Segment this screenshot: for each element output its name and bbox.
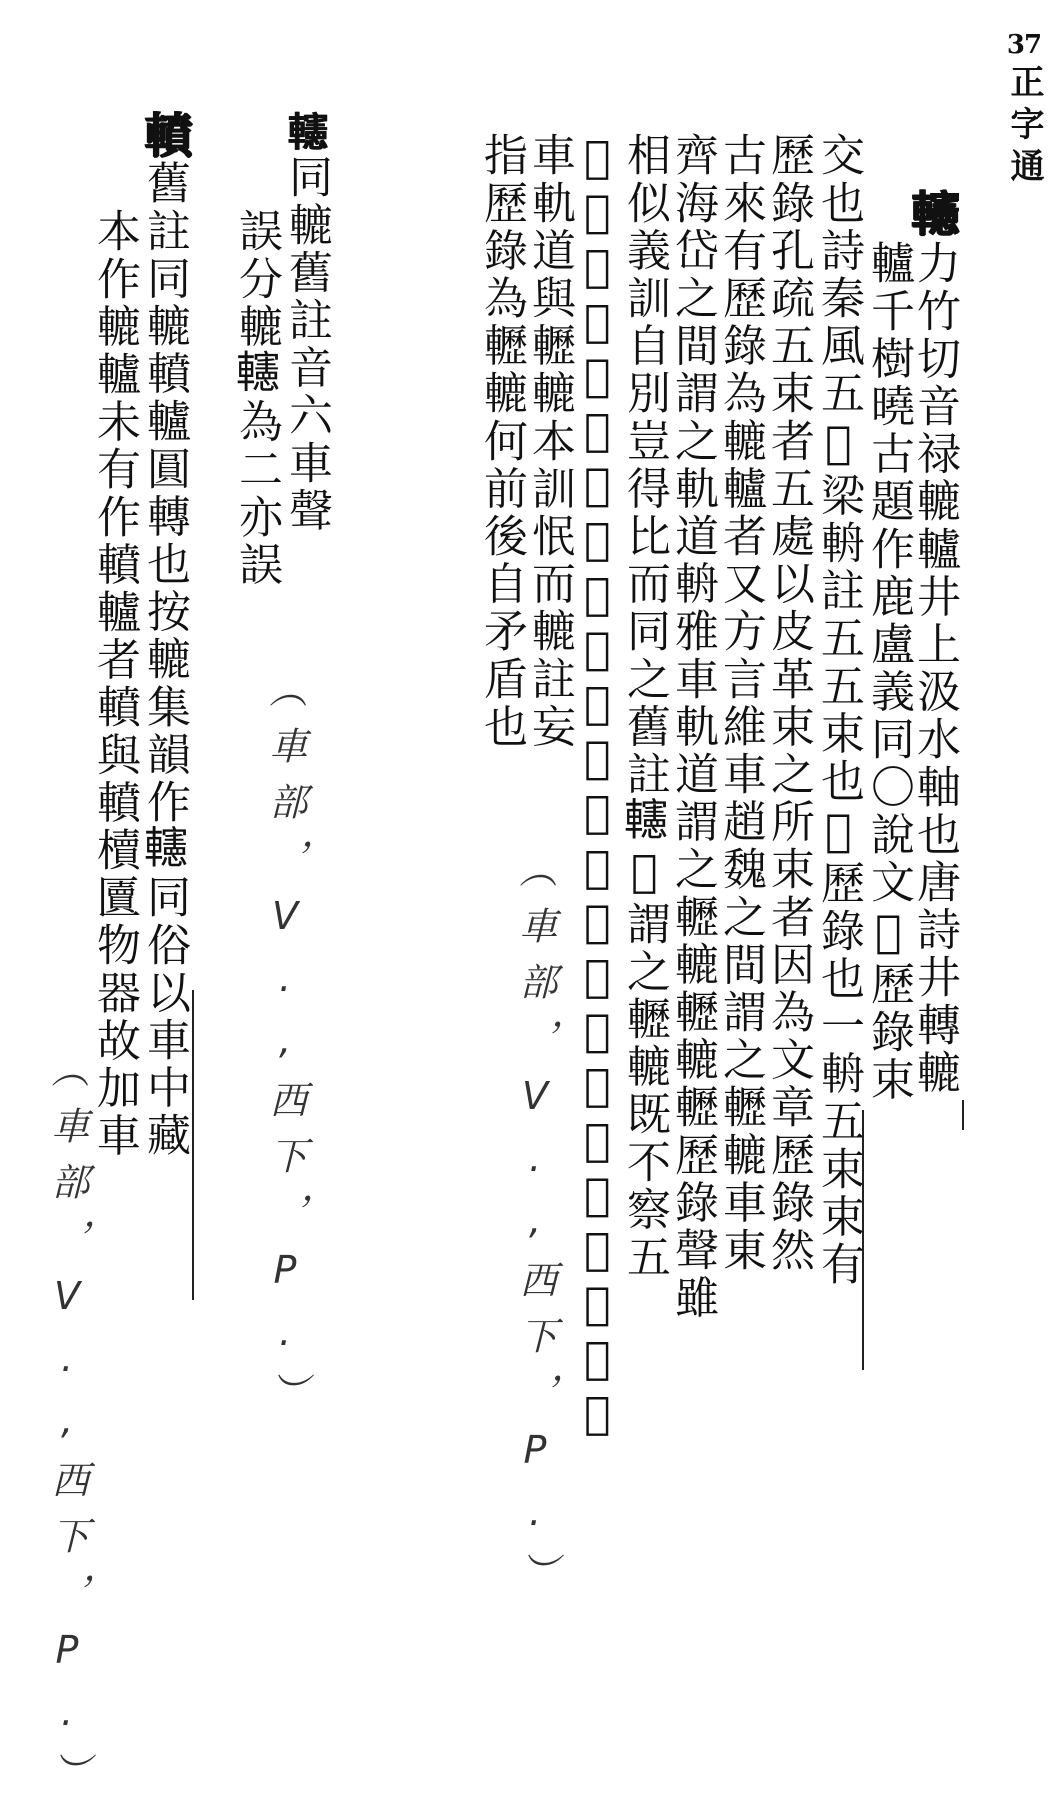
entry-a-column-6: 齊海岱之間謂之軌道輈雅車軌道謂之轣轆轣轆轣歷錄聲雖 — [667, 132, 718, 1322]
page-header — [998, 30, 1050, 190]
page-number: 37 — [1006, 30, 1042, 60]
entry-a-column-5: 古來有歷錄為轆轤者又方言維車趙魏之間謂之轣轆車東 — [715, 132, 766, 1275]
entry-a-column-2: 轤千樹曉古題作鹿盧義同〇說文𨊙歷錄束 — [863, 240, 914, 1104]
entry-a-rule-1 — [962, 1100, 964, 1130]
entry-b-text-1: 同轆舊註音六車聲 — [281, 154, 332, 535]
entry-a-column-7: 相似義訓自別豈得比而同之舊註𨏥𨊙謂之轣轆既不察五 — [619, 132, 670, 1282]
entry-a-column-3: 交也詩秦風五𨊙梁輈註五五束也𨊙歷錄也一輈五束束有 — [813, 132, 864, 1289]
entry-c-handwritten-note: （車部，V.,西下，P.） — [45, 1050, 89, 1808]
entry-b-handwritten-note: （車部，V.,西下，P.） — [263, 670, 307, 1428]
entry-a-column-8: 𨊙之𨊙兼不明歷錄之形可謂謬誤甚況井上無轣註引輈雅 — [572, 132, 623, 1443]
entry-a-column-9: 車軌道與轣轆本訓怋而轆註妄 — [524, 132, 575, 751]
entry-b-headword: 𨏥 — [283, 112, 330, 152]
entry-a-text-1: 力竹切音禄轆轤井上汲水軸也唐詩井轉轆 — [909, 240, 960, 1097]
entry-a-headword: 𨏥 — [906, 190, 962, 238]
entry-a-rule-2 — [862, 1110, 864, 1370]
entry-c-column-1 — [136, 110, 192, 1160]
entry-a-handwritten-note: （車部，V.,西下，P.） — [513, 850, 557, 1608]
entry-b-column-2: 誤分轆𨏥為二亦誤 — [231, 208, 282, 589]
entry-a-column-10: 指歷錄為轣轆何前後自矛盾也 — [476, 132, 527, 751]
entry-b-column-1 — [282, 112, 330, 535]
book-title: 正字通 — [1004, 64, 1044, 190]
entry-a-column-4: 歷錄孔疏五束者五處以皮革束之所束者因為文章歷錄然 — [763, 132, 814, 1275]
entry-a-column-1 — [906, 190, 962, 1097]
entry-c-rule — [192, 990, 194, 1300]
entry-c-headword: 轒 — [136, 110, 192, 158]
entry-c-text-1: 舊註同轆轒轤圓轉也按轆集韻作𨏥同俗以車中藏 — [139, 160, 190, 1160]
entry-c-column-2: 本作轆轤未有作轒轤者轒與轒櫝匵物器故加車 — [89, 208, 140, 1160]
